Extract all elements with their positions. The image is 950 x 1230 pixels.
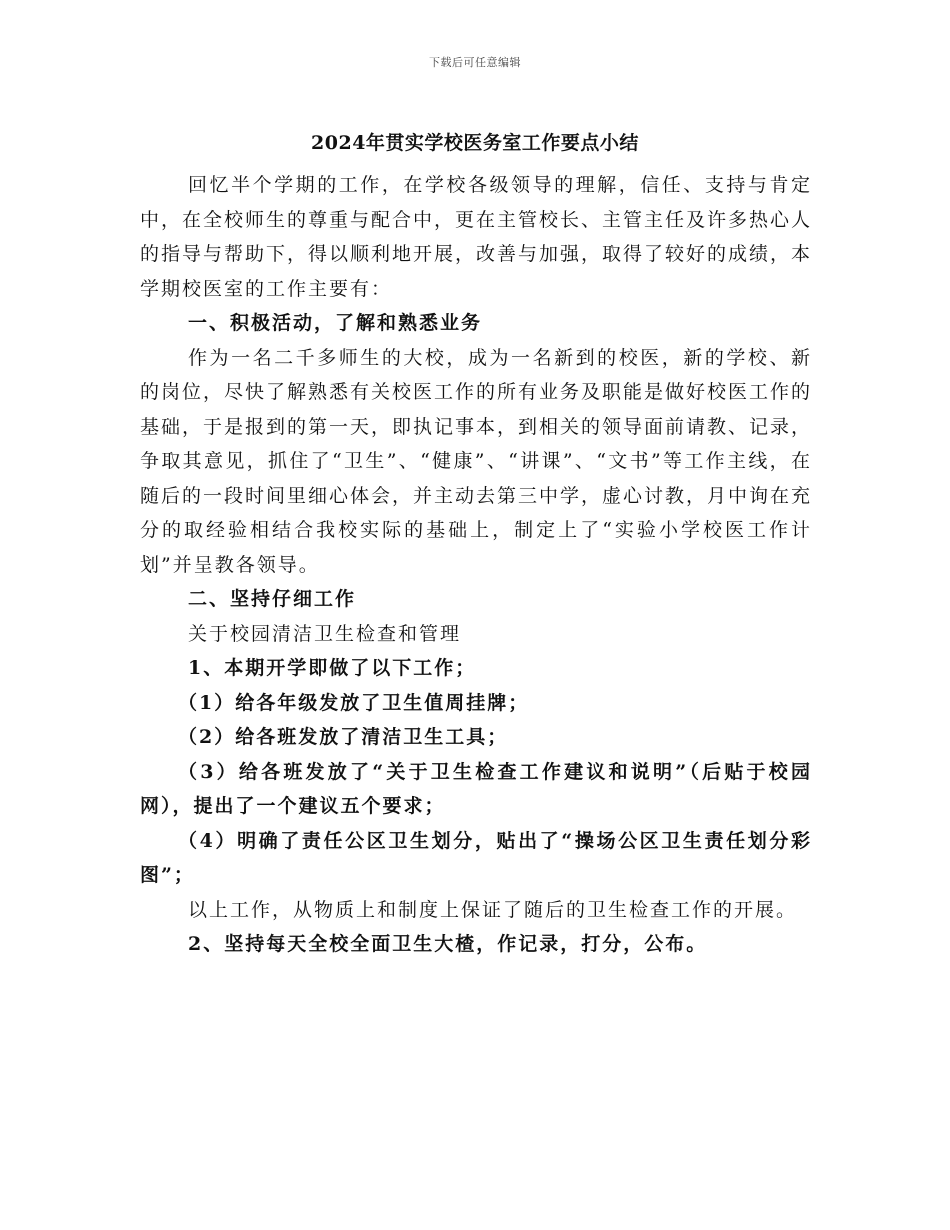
- header-note: 下载后可任意编辑: [429, 56, 521, 69]
- document-title: 2024年贯实学校医务室工作要点小结: [311, 132, 639, 154]
- summary-paragraph: 以上工作，从物质上和制度上保证了随后的卫生检查工作的开展。: [188, 898, 798, 921]
- section-2-heading: 二、坚持仔细工作: [188, 588, 357, 610]
- list-subitem-1: （1）给各年级发放了卫生值周挂牌；: [178, 691, 530, 714]
- list-item-1: 1、本期开学即做了以下工作；: [188, 657, 477, 679]
- list-subitem-3: （3）给各班发放了“关于卫生检查工作建议和说明”（后贴于校园网），提出了一个建议五个要求；: [140, 760, 812, 817]
- list-item-2: 2、坚持每天全校全面卫生大楂，作记录，打分，公布。: [188, 933, 708, 955]
- list-subitem-4: （4）明确了责任公区卫生划分，贴出了“操场公区卫生责任划分彩图”；: [140, 829, 812, 886]
- section-1-heading: 一、积极活动，了解和熟悉业务: [188, 312, 483, 334]
- document-body: [140, 168, 812, 962]
- intro-paragraph: 回忆半个学期的工作，在学校各级领导的理解，信任、支持与肯定中，在全校师生的尊重与配合中，更在主管校长、主管主任及许多热心人的指导与帮助下，得以顺利地开展，改善与加强，取得了较好的成绩，本学期校医室的工作主要有：: [140, 174, 813, 300]
- section-2-subheading: 关于校园清洁卫生检查和管理: [188, 622, 462, 645]
- section-1-body: 作为一名二千多师生的大校，成为一名新到的校医，新的学校、新的岗位，尽快了解熟悉有关校医工作的所有业务及职能是做好校医工作的基础，于是报到的第一天，即执记事本，到相关的领导面前请教、记录，争取其意见，抓住了“卫生”、“健康”、“讲课”、“文书”等工作主线，在随后的一段时间里细心体会，并主动去第三中学，虚心讨教，月中询在充分的取经验相结合我校实际的基础上，制定上了“实验小学校医工作计划”并呈教各领导。: [140, 346, 813, 576]
- list-subitem-2: （2）给各班发放了清洁卫生工具；: [178, 726, 509, 748]
